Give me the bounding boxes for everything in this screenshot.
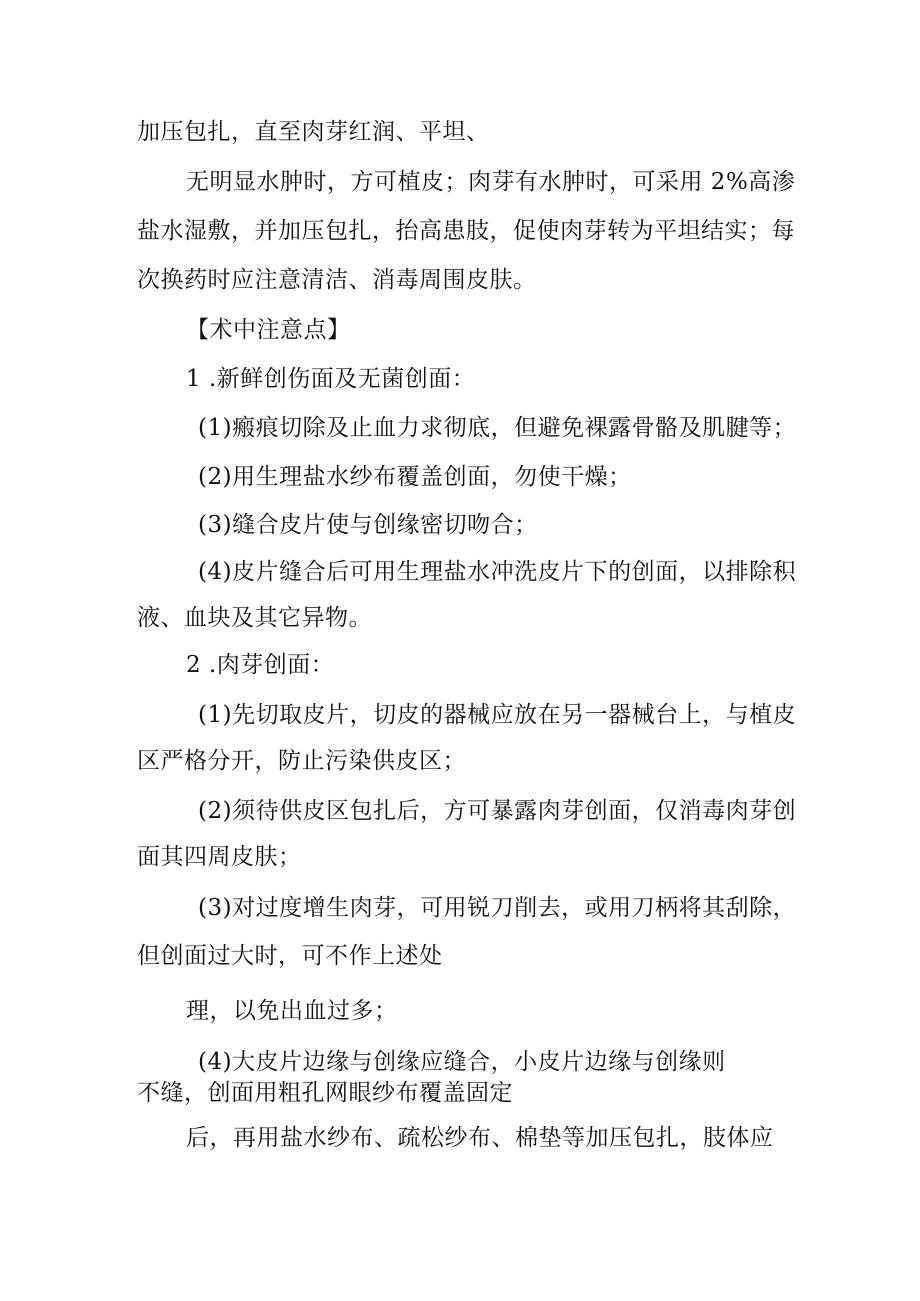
text-line: 但创面过大时，可不作上述处 xyxy=(137,943,443,969)
text-line: 无明显水肿时，方可植皮；肉芽有水肿时，可采用 2%高渗 xyxy=(186,169,796,195)
text-line: 加压包扎，直至肉芽红润、平坦、 xyxy=(137,119,490,145)
text-line: 液、血块及其它异物。 xyxy=(137,605,372,631)
text-line: 2 .肉芽创面： xyxy=(186,652,335,678)
text-line: (1)瘢痕切除及止血力求彻底，但避免裸露骨骼及肌腱等； xyxy=(198,415,797,441)
text-line: 1 .新鲜创伤面及无菌创面： xyxy=(186,366,476,392)
text-line: 盐水湿敷，并加压包扎，抬高患肢，促使肉芽转为平坦结实；每 xyxy=(137,218,795,244)
text-line: (2)用生理盐水纱布覆盖创面，勿使干燥； xyxy=(198,464,632,490)
text-line: (2)须待供皮区包扎后，方可暴露肉芽创面，仅消毒肉芽创 xyxy=(198,798,797,824)
text-line: (1)先切取皮片，切皮的器械应放在另一器械台上，与植皮 xyxy=(198,702,797,728)
text-line: (3)缝合皮片使与创缘密切吻合； xyxy=(198,512,538,538)
text-line: 区严格分开，防止污染供皮区； xyxy=(137,748,466,774)
text-line: (4)大皮片边缘与创缘应缝合，小皮片边缘与创缘则 xyxy=(198,1049,726,1075)
section-heading: 【术中注意点】 xyxy=(186,317,351,343)
text-line: 面其四周皮肤； xyxy=(137,844,302,870)
text-line: 次换药时应注意清洁、消毒周围皮肤。 xyxy=(137,267,537,293)
text-line: (3)对过度增生肉芽，可用锐刀削去，或用刀柄将其刮除， xyxy=(198,895,797,921)
text-line: (4)皮片缝合后可用生理盐水冲洗皮片下的创面，以排除积 xyxy=(198,559,797,585)
text-line: 后，再用盐水纱布、疏松纱布、棉垫等加压包扎，肢体应 xyxy=(186,1125,774,1151)
text-line: 不缝，创面用粗孔网眼纱布覆盖固定 xyxy=(137,1080,513,1106)
text-line: 理，以免出血过多； xyxy=(186,998,398,1024)
